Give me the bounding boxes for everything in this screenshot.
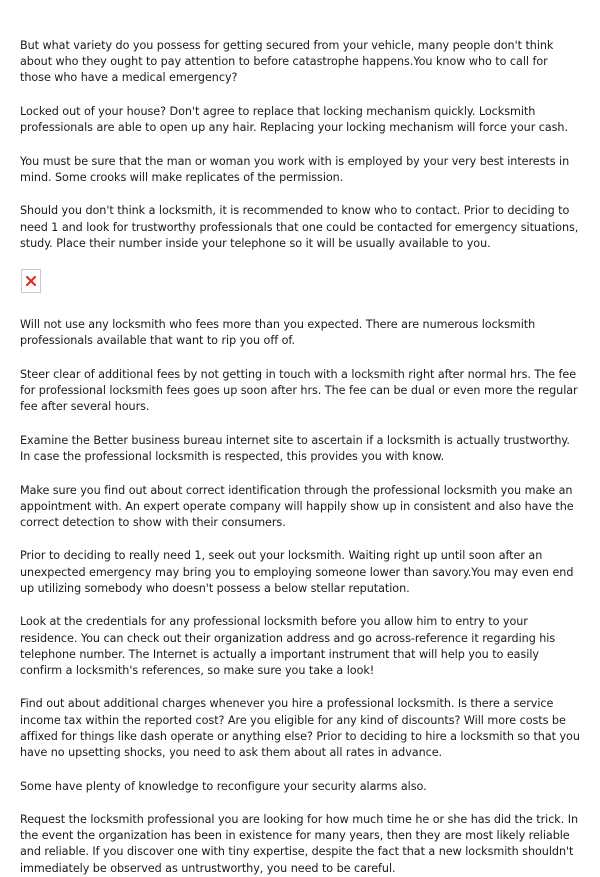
paragraph-9: Prior to deciding to really need 1, seek out your locksmith. Waiting right up until soon after an unexpected emergency may bring you to employing someone lower than savory.You may even end up utilizing somebody who doesn't possess a below stellar reputation. [20,549,574,595]
paragraph-10: Look at the credentials for any professional locksmith before you allow him to entry to your residence. You can check out their organization address and go across-reference it regarding his telephone number. The Internet is actually a important instrument that will help you to easily confirm a locksmith's references, so make sure you take a look! [20,615,556,677]
paragraph-2: Locked out of your house? Don't agree to replace that locking mechanism quickly. Locksmith professionals are able to open up any hair. Replacing your locking mechanism will force your cash. [20,104,568,135]
paragraph-8: Make sure you find out about correct identification through the professional locksmith you make an appointment with. An expert operate company will happily show up in consistent and also have the correct detection to show with their consumers. [20,483,574,529]
paragraph-11: Find out about additional charges whenever you hire a professional locksmith. Is there a service income tax within the reported cost? Are you eligible for any kind of discounts? Will more costs be affixed for things like dash operate or anything else? Prior to deciding to hire a locksmith so that you have no upsetting shocks, you need to ask them about all rates in advance. [20,697,580,760]
paragraph-6: Steer clear of additional fees by not getting in touch with a locksmith right after normal hrs. The fee for professional locksmith fees goes up soon after hrs. The fee can be dual or even more the regular fee after several hours. [20,367,578,414]
paragraph-1: But what variety do you possess for getting secured from your vehicle, many people don't think about who they ought to pay attention to before catastrophe happens.You know who to call for those who have a medical emergency? [20,39,554,85]
paragraph-7: Examine the Better business bureau internet site to ascertain if a locksmith is actually trustworthy. In case the professional locksmith is respected, this provides you with know. [20,433,570,464]
paragraph-5: Will not use any locksmith who fees more than you expected. There are numerous locksmith professionals available that want to rip you off of. [20,318,536,348]
broken-image-icon [25,275,37,287]
paragraph-3: You must be sure that the man or woman you work with is employed by your very best interests in mind. Some crooks will make replicates of the permission. [20,154,570,184]
paragraph-4: Should you don't think a locksmith, it is recommended to know who to contact. Prior to deciding to need 1 and look for trustworthy professionals that one could be contacted for emergency situations, study. Place their number inside your telephone so it will be usually available to you. [20,204,579,250]
paragraph-12: Some have plenty of knowledge to reconfigure your security alarms also. [20,779,427,793]
paragraph-13: Request the locksmith professional you are looking for how much time he or she has did the trick. In the event the organization has been in existence for many years, then they are most likely reliable and reliable. If you discover one with tiny expertise, despite the fact that a new locksmith shouldn't immediately be observed as untrustworthy, you need to be careful. [20,813,579,875]
broken-image-placeholder [21,269,41,293]
